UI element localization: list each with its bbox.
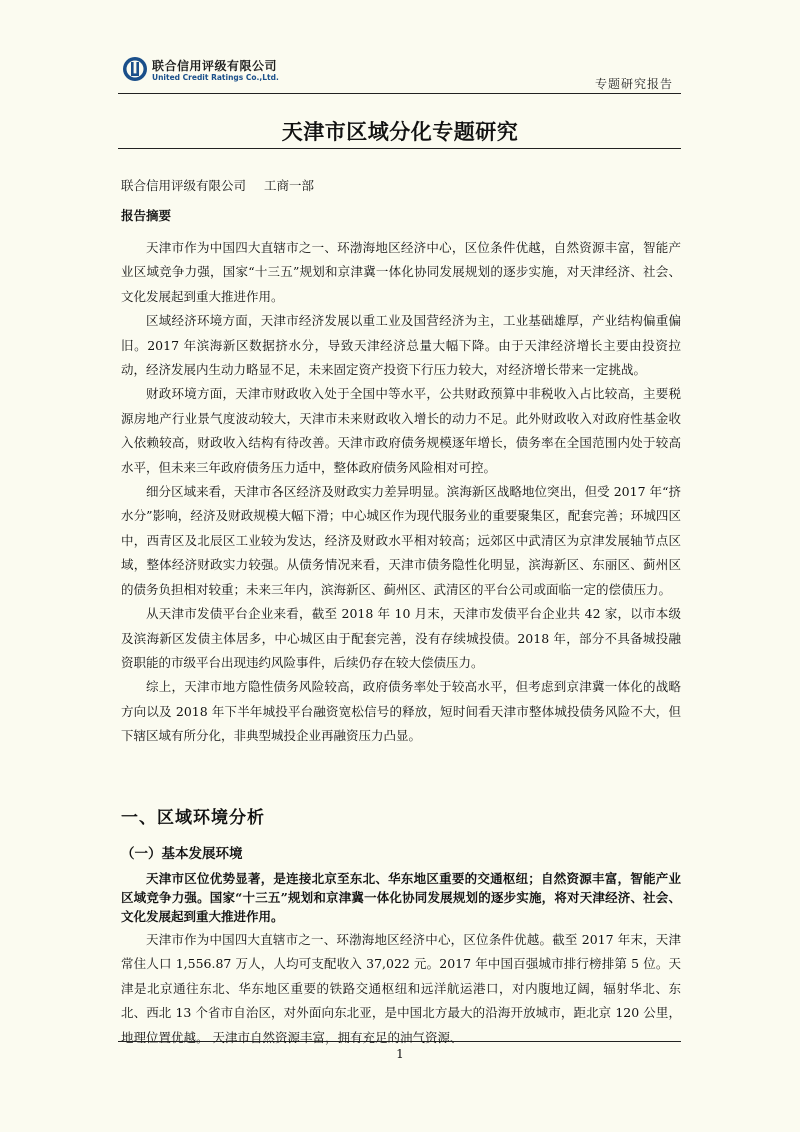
byline [121, 176, 314, 194]
section-heading: 一、区域环境分析 [121, 808, 265, 828]
footer-divider [118, 1041, 681, 1042]
abstract-paragraph: 财政环境方面，天津市财政收入处于全国中等水平，公共财政预算中非税收入占比较高，主要税源房地产行业景气度波动较大，天津市未来财政收入增长的动力不足。此外财政收入对政府性基金收入依赖较高，财政收入结构有待改善。天津市政府债务规模逐年增长，债务率在全国范围内处于较高水平，但未来三年政府债务压力适中，整体政府债务风险相对可控。 [121, 386, 681, 475]
header-divider [118, 93, 681, 94]
company-logo [122, 56, 282, 88]
abstract-body [121, 236, 681, 749]
byline-company: 联合信用评级有限公司 [121, 178, 247, 193]
document-title: 天津市区域分化专题研究 [281, 120, 519, 144]
abstract-heading: 报告摘要 [121, 208, 172, 223]
company-logo-icon [122, 56, 148, 82]
abstract-paragraph: 细分区域来看，天津市各区经济及财政实力差异明显。滨海新区战略地位突出，但受 2017 年“挤水分”影响，经济及财政规模大幅下滑；中心城区作为现代服务业的重要聚集区，配套完善；环城四区中，西青区及北辰区工业较为发达，经济及财政水平相对较高；远郊区中武清区为京津发展轴节点区域，整体经济财政实力较强。从债务情况来看，天津市债务隐性化明显，滨海新区、东丽区、蓟州区的债务负担相对较重；未来三年内，滨海新区、蓟州区、武清区的平台公司或面临一定的偿债压力。 [121, 484, 681, 597]
abstract-paragraph: 天津市作为中国四大直辖市之一、环渤海地区经济中心，区位条件优越，自然资源丰富，智能产业区域竞争力强，国家“十三五”规划和京津冀一体化协同发展规划的逐步实施，对天津经济、社会、文化发展起到重大推进作用。 [121, 240, 681, 304]
subsection-heading: （一）基本发展环境 [121, 846, 243, 862]
abstract-paragraph: 区域经济环境方面，天津市经济发展以重工业及国营经济为主，工业基础雄厚，产业结构偏重偏旧。2017 年滨海新区数据挤水分，导致天津经济总量大幅下降。由于天津经济增长主要由投资拉动，经济发展内生动力略显不足，未来固定资产投资下行压力较大，对经济增长带来一定挑战。 [121, 313, 681, 378]
page-number: 1 [396, 1047, 404, 1061]
section-body [121, 928, 681, 1050]
section-paragraph: 天津市作为中国四大直辖市之一、环渤海地区经济中心，区位条件优越。截至 2017 年末，天津常住人口 1,556.87 万人，人均可支配收入 37,022 元。2017 年中国百强城市排行榜排第 5 位。天津是北京通往东北、华东地区重要的铁路交通枢纽和远洋航运港口，对内腹地辽阔，辐射华北、东北、西北 13 个省市自治区，对外面向东北亚，是中国北方最大的沿海开放城市，距北京 120 公里，地理位置优越。 天津市自然资源丰富，拥有充足的油气资源、 [121, 932, 681, 1045]
title-divider [118, 148, 681, 149]
abstract-paragraph: 综上，天津市地方隐性债务风险较高，政府债务率处于较高水平，但考虑到京津冀一体化的战略方向以及 2018 年下半年城投平台融资宽松信号的释放，短时间看天津市整体城投债务风险不大，但下辖区域有所分化，非典型城投企业再融资压力凸显。 [121, 679, 681, 744]
logo-chinese-name: 联合信用评级有限公司 [152, 59, 278, 73]
abstract-paragraph: 从天津市发债平台企业来看，截至 2018 年 10 月末，天津市发债平台企业共 42 家，以市本级及滨海新区发债主体居多，中心城区由于配套完善，没有存续城投债。2018 年，部分不具备城投融资职能的市级平台出现违约风险事件，后续仍存在较大偿债压力。 [121, 606, 681, 670]
logo-english-name: United Credit Ratings Co.,Ltd. [152, 73, 279, 82]
section-summary-text: 天津市区位优势显著，是连接北京至东北、华东地区重要的交通枢纽；自然资源丰富，智能产业区域竞争力强。国家“十三五”规划和京津冀一体化协同发展规划的逐步实施，将对天津经济、社会、文化发展起到重大推进作用。 [121, 871, 681, 924]
byline-department: 工商一部 [264, 178, 315, 193]
section-summary [121, 869, 681, 926]
report-type-label: 专题研究报告 [594, 77, 673, 91]
